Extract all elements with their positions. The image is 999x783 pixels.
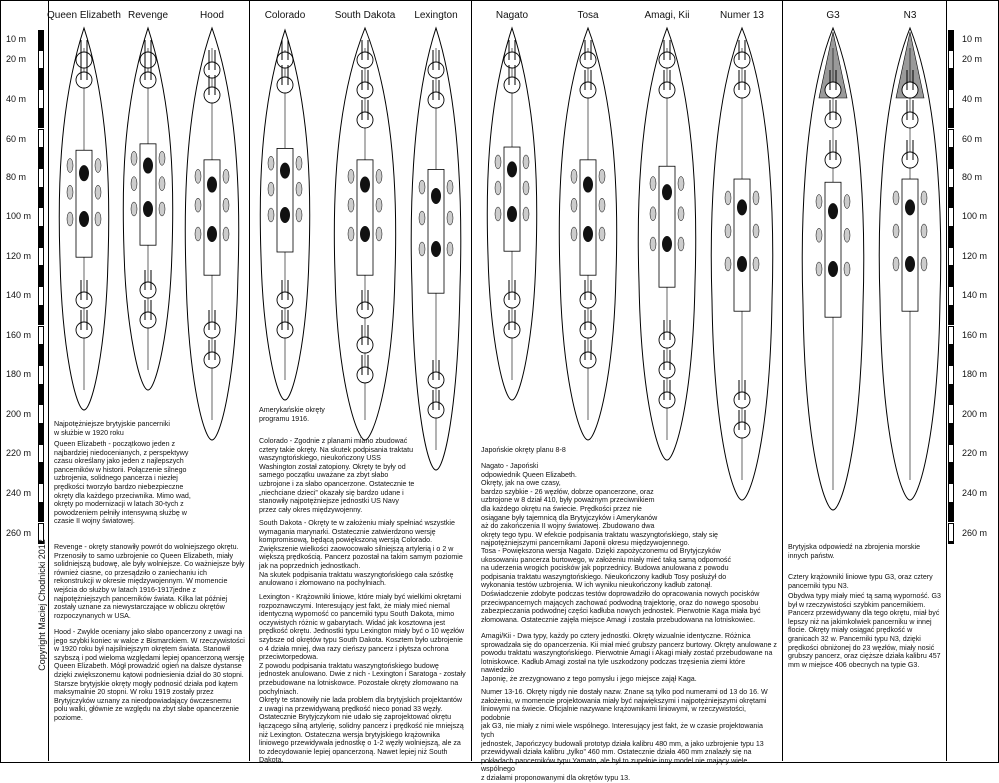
funnel-queen-elizabeth (79, 165, 89, 181)
boat-lexington (419, 211, 425, 225)
boat-revenge (131, 151, 137, 165)
funnel-amagi-kii (662, 184, 672, 200)
boat-g3 (816, 262, 822, 276)
turret-queen-elizabeth (76, 72, 92, 88)
turret-south-dakota (357, 82, 373, 98)
boat-numer-13 (753, 224, 759, 238)
boat-colorado (296, 208, 302, 222)
turret-amagi-kii (659, 332, 675, 348)
boat-amagi-kii (650, 177, 656, 191)
boat-revenge (131, 202, 137, 216)
scale-label: 220 m (6, 448, 32, 458)
scale-label: 120 m (962, 251, 988, 261)
boat-south-dakota (376, 198, 382, 212)
turret-queen-elizabeth (76, 322, 92, 338)
turret-tosa (580, 292, 596, 308)
turret-lexington (428, 372, 444, 388)
uk2-intro-text: Brytyjska odpowiedź na zbrojenia morskie innych państw. (788, 543, 921, 560)
funnel-south-dakota (360, 177, 370, 193)
turret-south-dakota (357, 367, 373, 383)
funnel-lexington (431, 188, 441, 204)
boat-hood (195, 227, 201, 241)
ship-name-hood: Hood (200, 10, 224, 21)
boat-amagi-kii (678, 177, 684, 191)
boat-numer-13 (725, 191, 731, 205)
turret-queen-elizabeth (76, 52, 92, 68)
copyright: Copyright Maciej Chodnicki 2012 (37, 539, 47, 671)
scale-label: 260 m (6, 528, 32, 538)
funnel-south-dakota (360, 226, 370, 242)
scale-label: 180 m (6, 369, 32, 379)
boat-nagato (523, 181, 529, 195)
boat-tosa (599, 169, 605, 183)
boat-queen-elizabeth (67, 212, 73, 226)
scale-label: 240 m (6, 488, 32, 498)
boat-hood (223, 227, 229, 241)
turret-nagato (504, 322, 520, 338)
turret-colorado (277, 322, 293, 338)
funnel-g3 (828, 203, 838, 219)
boat-nagato (495, 181, 501, 195)
turret-g3 (825, 112, 841, 128)
uk2-details-text: Obydwa typy miały mieć tą samą wyporność. G3 był w rzeczywistości szybkim pancernikiem. Pancerz przewidywany dla tego okrętu, miał być lepszy niż na jakimkolwiek pancerniku w innej flocie. Okręty miały osiągać prędkość w granicach 32 w. Pancerniki typu N3, dzięki prędkości obniżonej do 23 węzłów, miały nosić grubszy pancerz, oraz cięższe działa kalibru 457 mm w miejsce 406 obecnych na typie G3. (788, 592, 941, 669)
boat-tosa (571, 227, 577, 241)
scale-label: 140 m (962, 290, 988, 300)
funnel-queen-elizabeth (79, 211, 89, 227)
funnel-colorado (280, 163, 290, 179)
ship-name-south-dakota: South Dakota (334, 10, 396, 21)
scale-label: 100 m (962, 211, 988, 221)
funnel-g3 (828, 261, 838, 277)
turret-numer-13 (734, 82, 750, 98)
boat-revenge (131, 177, 137, 191)
us-colorado-text: Colorado - Zgodnie z planami miano zbudować cztery takie okręty. Na skutek podpisania traktatu waszyngtońskiego, nieukończony USS Washington został zatopiony. Okręty te były od samego początku uważane za zbyt słabo uzbrojone i za słabo opancerzone. Ostatecznie te „niechciane dzieci” okazały się bardzo udane i stanowiły najpotężniejsze jednostki US Navy przez cały okres międzywojenny. (259, 437, 415, 514)
uk-queen-elizabeth-text: Queen Elizabeth - początkowo jeden z najbardziej niedocenianych, z perspektywy czasu określany jako jeden z najlepszych pancerników w historii. Połączenie silnego uzbrojenia, solidnego pancerza i niezłej prędkości tworzyło bardzo niebezpieczne okręty dla każdego przeciwnika. Mimo wad, okręty po modernizacji w latach 30-tych z powodzeniem pełniły intensywną służbę w czasie II wojny światowej. (54, 440, 191, 526)
turret-tosa (580, 352, 596, 368)
scale-label: 180 m (962, 369, 988, 379)
boat-hood (195, 169, 201, 183)
scale-label: 40 m (6, 94, 27, 104)
turret-queen-elizabeth (76, 292, 92, 308)
ship-name-queen-elizabeth: Queen Elizabeth (47, 10, 121, 21)
boat-queen-elizabeth (95, 159, 101, 173)
scale-label: 220 m (962, 448, 988, 458)
boat-colorado (296, 156, 302, 170)
boat-tosa (599, 198, 605, 212)
boat-revenge (159, 151, 165, 165)
boat-colorado (296, 182, 302, 196)
boat-nagato (523, 155, 529, 169)
boat-n3 (921, 257, 927, 271)
boat-nagato (523, 207, 529, 221)
turret-lexington (428, 92, 444, 108)
funnel-numer-13 (737, 199, 747, 215)
uk2-summary-text: Cztery krążowniki liniowe typu G3, oraz cztery pancerniki typu N3. (788, 573, 933, 590)
funnel-hood (207, 177, 217, 193)
boat-queen-elizabeth (67, 185, 73, 199)
boat-south-dakota (348, 169, 354, 183)
boat-tosa (571, 169, 577, 183)
scale-label: 140 m (6, 290, 32, 300)
turret-south-dakota (357, 112, 373, 128)
boat-hood (223, 169, 229, 183)
funnel-nagato (507, 206, 517, 222)
turret-south-dakota (357, 337, 373, 353)
turret-numer-13 (734, 422, 750, 438)
boat-nagato (495, 207, 501, 221)
boat-g3 (844, 195, 850, 209)
boat-g3 (816, 228, 822, 242)
funnel-tosa (583, 177, 593, 193)
turret-n3 (902, 152, 918, 168)
turret-amagi-kii (659, 82, 675, 98)
turret-lexington (428, 62, 444, 78)
funnel-lexington (431, 241, 441, 257)
boat-queen-elizabeth (67, 159, 73, 173)
turret-nagato (504, 292, 520, 308)
uk-revenge-text: Revenge - okręty stanowiły powrót do wolniejszego okrętu. Przenosiły to samo uzbrojenie co Queen Elizabeth, miały solidniejszą budowę, ale były wolniejsze. Co ważniejsze były również ciasne, co przesądziło o zaniechaniu ich rekonstrukcji w okresie międzywojennym. W momencie wejścia do służby w latach 1916-1917jedne z najpotężniejszych pancerników świata. Kilka lat później zostały uznane za niewystarczające w obliczu okrętów rozpoczynanych w USA. (54, 543, 245, 620)
funnel-tosa (583, 226, 593, 242)
scale-label: 10 m (962, 34, 983, 44)
boat-lexington (447, 242, 453, 256)
uk-title: Najpotężniejsze brytyjskie pancerniki w służbie w 1920 roku (54, 420, 170, 437)
boat-hood (195, 198, 201, 212)
turret-hood (204, 352, 220, 368)
boat-amagi-kii (650, 237, 656, 251)
funnel-hood (207, 226, 217, 242)
scale-label: 200 m (6, 409, 32, 419)
boat-nagato (495, 155, 501, 169)
boat-colorado (268, 156, 274, 170)
us-south-dakota-text: South Dakota - Okręty te w założeniu miały spełniać wszystkie wymagania marynarki. Ostatecznie zatwierdzono wersję kompromisową, będącą powiększoną wersją Colorado. Zwiększenie wielkości zaowocowało silniejszą artylerią i o 2 w większą prędkością. Pancerz pozostał na takim samym poziomie jak na poprzednich jednostkach. Na skutek podpisania traktatu waszyngtońskiego cała szóstkę anulowano i złomowano na pochylniach. (259, 519, 463, 588)
ship-name-colorado: Colorado (264, 10, 306, 21)
us-title: Amerykańskie okręty programu 1916. (259, 406, 325, 423)
boat-n3 (921, 191, 927, 205)
boat-n3 (921, 224, 927, 238)
scale-label: 160 m (6, 330, 32, 340)
turret-amagi-kii (659, 362, 675, 378)
superstructure-g3 (825, 182, 841, 317)
boat-south-dakota (376, 169, 382, 183)
turret-colorado (277, 52, 293, 68)
turret-g3 (825, 152, 841, 168)
boat-tosa (571, 198, 577, 212)
ship-name-revenge: Revenge (127, 10, 169, 21)
turret-revenge (140, 282, 156, 298)
boat-amagi-kii (650, 207, 656, 221)
turret-n3 (902, 82, 918, 98)
turret-lexington (428, 402, 444, 418)
boat-n3 (893, 257, 899, 271)
turret-hood (204, 87, 220, 103)
ship-name-n3: N3 (903, 10, 917, 21)
boat-south-dakota (348, 198, 354, 212)
turret-nagato (504, 52, 520, 68)
boat-revenge (159, 202, 165, 216)
ship-name-nagato: Nagato (495, 10, 529, 21)
scale-label: 20 m (6, 54, 27, 64)
boat-amagi-kii (678, 237, 684, 251)
superstructure-numer-13 (734, 179, 750, 311)
turret-numer-13 (734, 392, 750, 408)
funnel-revenge (143, 158, 153, 174)
turret-amagi-kii (659, 52, 675, 68)
scale-label: 80 m (6, 172, 27, 182)
turret-tosa (580, 322, 596, 338)
boat-lexington (447, 180, 453, 194)
turret-nagato (504, 77, 520, 93)
boat-lexington (419, 180, 425, 194)
funnel-n3 (905, 199, 915, 215)
scale-label: 240 m (962, 488, 988, 498)
turret-revenge (140, 312, 156, 328)
boat-lexington (447, 211, 453, 225)
scale-label: 160 m (962, 330, 988, 340)
ship-name-g3: G3 (826, 10, 840, 21)
turret-revenge (140, 72, 156, 88)
boat-colorado (268, 208, 274, 222)
scale-label: 20 m (962, 54, 983, 64)
turret-hood (204, 62, 220, 78)
boat-g3 (816, 195, 822, 209)
jp-numer-13-text: Numer 13-16. Okręty nigdy nie dostały nazw. Znane są tylko pod numerami od 13 do 16. W założeniu, w momencie projektowania miały być największymi i najpotężniejszymi okrętami liniowymi na świecie. Oficjalnie nazywane krążownikami liniowymi, w rzeczywistości, podobnie jak G3, nie miały z nimi wiele wspólnego. Interesujący jest fakt, że w czasie projektowania tych jednostek, Japończycy budowali prototyp działa kalibru 480 mm, a jako uzbrojenie typu 13 przewidywali działa kalibru „tylko” 460 mm. Ostatecznie działa 460 mm znalazły się na pokładach pancerników typu Yamato, ale był to zupełnie inny model nie mający wiele wspólnego z działami proponowanymi dla okrętów typu 13. (481, 688, 768, 782)
turret-south-dakota (357, 52, 373, 68)
scale-label: 10 m (6, 34, 27, 44)
boat-colorado (268, 182, 274, 196)
scale-label: 60 m (962, 134, 983, 144)
scale-label: 40 m (962, 94, 983, 104)
boat-numer-13 (753, 191, 759, 205)
boat-queen-elizabeth (95, 185, 101, 199)
boat-south-dakota (348, 227, 354, 241)
jp-title: Japońskie okręty planu 8-8 (481, 446, 566, 454)
boat-tosa (599, 227, 605, 241)
us-lexington-text: Lexington - Krążowniki liniowe, które miały być wielkimi okrętami rozpoznawczymi. Interesujący jest fakt, że miały mieć niemal identyczną wyporność co pancerniki typu South Dakota, mimo oczywistych różnic w gabarytach. Widać jak kosztowna jest prędkość okrętu. Jednostki typu Lexington miały być o 10 węzłów szybsze od okrętów typu South Dakota. Kosztem było uzbrojenie o 4 działa mniej, dwa razy cieńszy pancerz i płytsza ochrona przeciwtorpedowa. Z powodu podpisania traktatu waszyngtońskiego budowę jednostek anulowano. Dwie z nich - Lexington i Saratoga - zostały przebudowane na lotniskowce. Pozostałe okręty złomowano na pochylniach. Okręty te stanowiły nie lada problem dla brytyjskich projektantów z uwagi na przewidywaną prędkość nieco ponad 33 węzły. Ostatecznie Brytyjczykom nie udało się zaprojektować okrętu łączącego silną artylerię, solidny pancerz i prędkość nie mniejszą niż Lexington. Ostateczna wersja brytyjskiego krążownika liniowego przewidywała jednostkę o 1-2 węzły wolniejszą, ale za to zdecydowanie lepiej opancerzoną. Nawet lepiej niż South Dakota. (259, 593, 466, 765)
boat-amagi-kii (678, 207, 684, 221)
boat-revenge (159, 177, 165, 191)
turret-tosa (580, 52, 596, 68)
turret-revenge (140, 52, 156, 68)
jp-tosa-text: Tosa - Powiększona wersja Nagato. Dzięki zapożyczonemu od Brytyjczyków ukosowaniu pancerza burtowego, w założeniu miały mieć taką samą odporność na uderzenia wrogich pocisków jak poprzednicy. Budowa anulowana z powodu podpisania traktatu waszyngtońskiego. Nieukończony kadłub Tosy posłużył do wykonania testów uzbrojenia. W ich wyniku nieukończony kadłub zatonął. Doświadczenie zdobyte podczas testów doprowadziło do opracowania nowych pocisków przeciwpancernych mających zachować podwodną trajektorię, oraz do nowego sposobu zabezpieczania podwodnej części kadłuba nowych jednostek. Pierwotnie Kaga miała być złomowana. Ostatecznie zajęła miejsce Amagi i została przebudowana na lotniskowiec. (481, 547, 761, 624)
boat-numer-13 (753, 257, 759, 271)
turret-amagi-kii (659, 392, 675, 408)
turret-south-dakota (357, 302, 373, 318)
boat-lexington (419, 242, 425, 256)
funnel-amagi-kii (662, 236, 672, 252)
ship-name-numer-13: Numer 13 (720, 10, 764, 21)
funnel-colorado (280, 207, 290, 223)
turret-g3 (825, 82, 841, 98)
turret-colorado (277, 77, 293, 93)
boat-numer-13 (725, 257, 731, 271)
scale-label: 200 m (962, 409, 988, 419)
scale-label: 100 m (6, 211, 32, 221)
funnel-n3 (905, 256, 915, 272)
scale-label: 260 m (962, 528, 988, 538)
jp-amagi-kii-text: Amagi/Kii - Dwa typy, każdy po cztery jednostki. Okręty wizualnie identyczne. Różnica sprowadzała się do opancerzenia. Kii miał mieć grubszy pancerz burtowy. Okręty anulowane z powodu traktatu waszyngtońskiego. Pierwotnie Amagi i Akagi miały zostać przebudowane na lotniskowce. Kadłub Amagi został na tyle uszkodzony podczas trzęsienia ziemi które nawiedziło Japonię, że zrezygnowano z tego pomysłu i jego miejsce zajął Kaga. (481, 632, 777, 683)
boat-hood (223, 198, 229, 212)
turret-hood (204, 322, 220, 338)
boat-south-dakota (376, 227, 382, 241)
turret-n3 (902, 112, 918, 128)
boat-n3 (893, 224, 899, 238)
uk-hood-text: Hood - Zwykle oceniany jako słabo opancerzony z uwagi na jego szybki koniec w walce z Bismarckiem. W rzeczywistości w 1920 roku był najsilniejszym okrętem świata. Stanowił szybszą i pod wieloma względami lepiej opancerzoną wersję Queen Elizabeth. Mógł prowadzić ogień na dalsze dystanse dzięki zwiększonemu kątowi podniesienia dział do 30 stopni. Starsze brytyjskie okręty mogły podnosić działa pod kątem maksymalnie 20 stopni. W roku 1919 zostały przez Brytyjczyków uznany za nieodpowiadający ówczesnemu polu walki, głównie ze względu na zbyt słabe opancerzenie poziome. (54, 628, 245, 722)
funnel-numer-13 (737, 256, 747, 272)
ship-name-tosa: Tosa (577, 10, 599, 21)
boat-numer-13 (725, 224, 731, 238)
boat-n3 (893, 191, 899, 205)
funnel-revenge (143, 201, 153, 217)
funnel-nagato (507, 161, 517, 177)
boat-g3 (844, 228, 850, 242)
boat-queen-elizabeth (95, 212, 101, 226)
ship-name-lexington: Lexington (414, 10, 458, 21)
jp-nagato-text: Nagato - Japoński odpowiednik Queen Elizabeth. Okręty, jak na owe czasy, bardzo szybkie - 26 węzłów, dobrze opancerzone, oraz uzbrojone w 8 dział 410, były poważnym przeciwnikiem dla każdego okrętu na świecie. Prędkości przez nie osiągane były tajemnicą dla Brytyjczyków i Amerykanów aż do zakończenia II wojny światowej. Zbudowano dwa okręty tego typu. W efekcie podpisania traktatu waszyngtońskiego, stały się najpotężniejszymi pancernikami Japonii okresu międzywojennego. (481, 462, 718, 548)
scale-label: 120 m (6, 251, 32, 261)
scale-label: 80 m (962, 172, 983, 182)
turret-tosa (580, 82, 596, 98)
superstructure-n3 (902, 179, 918, 311)
ship-name-amagi-kii: Amagi, Kii (644, 10, 690, 21)
turret-colorado (277, 292, 293, 308)
scale-label: 60 m (6, 134, 27, 144)
turret-numer-13 (734, 52, 750, 68)
boat-g3 (844, 262, 850, 276)
